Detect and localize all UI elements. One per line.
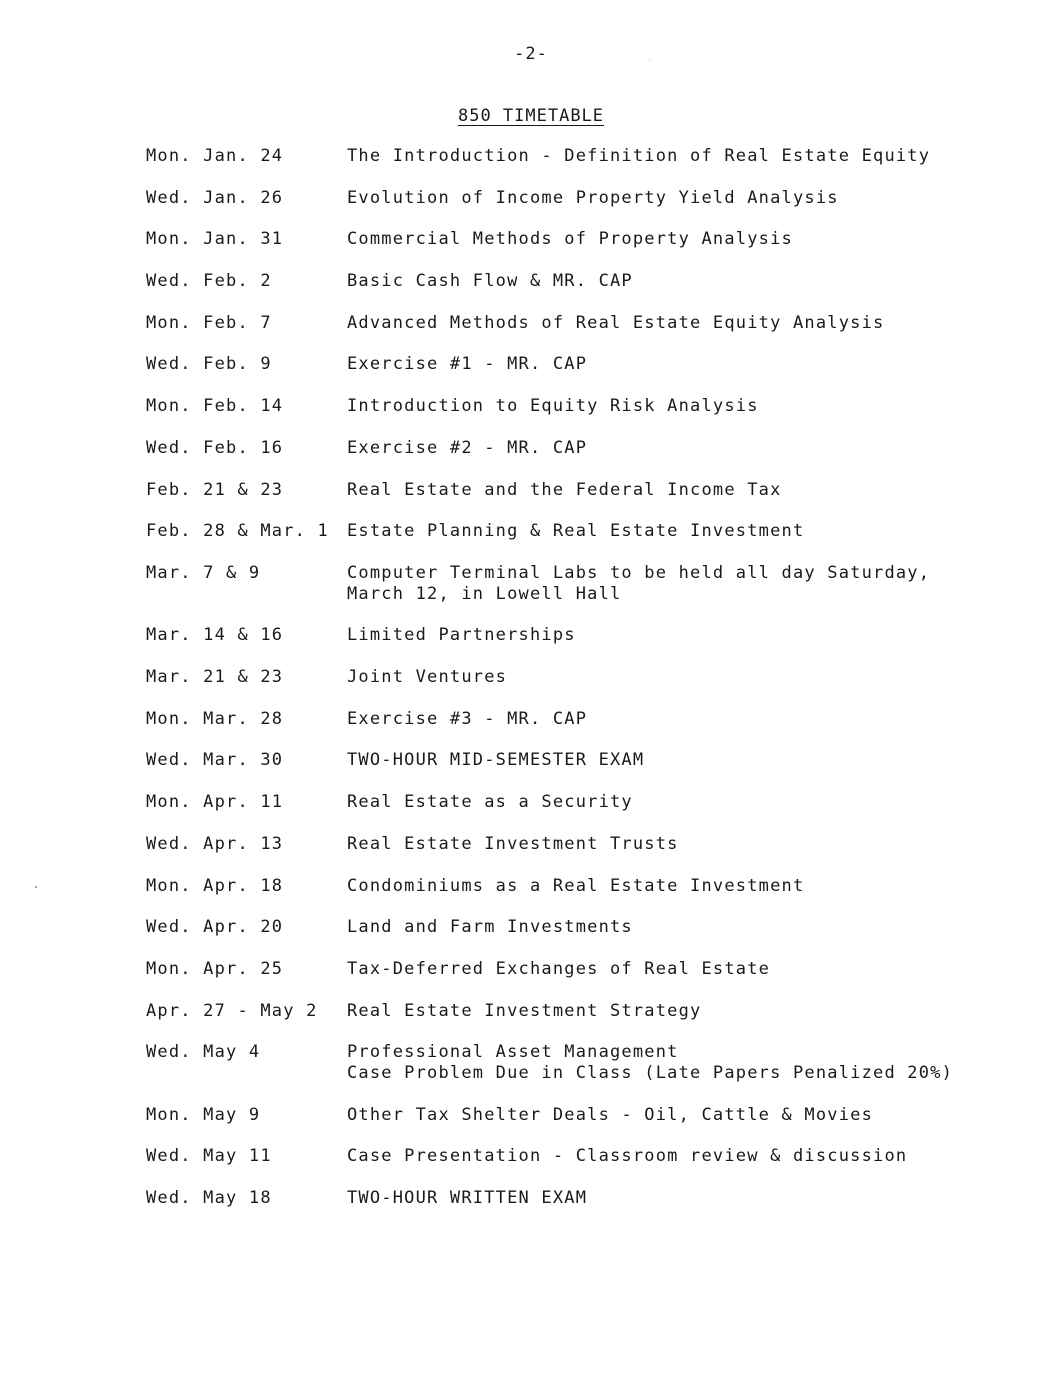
session-date: Wed. Feb. 2 [146,271,272,292]
session-date: Mon. Jan. 31 [146,229,284,250]
session-topic-line: Real Estate Investment Strategy [347,1000,702,1021]
timetable-row [0,271,1062,313]
session-topic [347,146,1047,167]
session-topic-line: Case Problem Due in Class (Late Papers Penalized 20%) [347,1063,954,1084]
session-topic-line: Estate Planning & Real Estate Investment [347,521,805,542]
session-topic-line: Introduction to Equity Risk Analysis [347,396,759,417]
timetable [0,146,1062,1230]
session-topic [347,271,1047,292]
timetable-row [0,480,1062,522]
session-topic [347,1042,1047,1084]
session-date: Feb. 21 & 23 [146,479,284,500]
session-date: Mon. Feb. 7 [146,312,272,333]
timetable-row [0,917,1062,959]
session-date: Mon. Apr. 18 [146,875,284,896]
session-date: Mar. 14 & 16 [146,625,284,646]
session-topic [347,750,1047,771]
timetable-row [0,1042,1062,1105]
session-date: Wed. Feb. 16 [146,437,284,458]
timetable-row [0,1001,1062,1043]
session-topic [347,229,1047,250]
session-date: Mar. 7 & 9 [146,562,261,583]
session-date: Wed. Jan. 26 [146,187,284,208]
scan-speck [35,886,37,888]
session-topic [347,1188,1047,1209]
timetable-row [0,438,1062,480]
session-topic-line: March 12, in Lowell Hall [347,583,622,604]
session-date: Feb. 28 & Mar. 1 [146,521,329,542]
timetable-row [0,521,1062,563]
session-topic-line: Real Estate Investment Trusts [347,833,679,854]
session-date: Mon. Jan. 24 [146,146,284,166]
session-date: Wed. May 18 [146,1188,272,1209]
timetable-row [0,563,1062,626]
session-topic-line: Limited Partnerships [347,625,576,646]
session-topic [347,480,1047,501]
page-title [0,106,1062,126]
session-date: Wed. Feb. 9 [146,354,272,375]
session-topic [347,396,1047,417]
session-date: Wed. Mar. 30 [146,750,284,771]
timetable-row [0,834,1062,876]
session-date: Mon. Apr. 25 [146,958,284,979]
session-topic-line: Land and Farm Investments [347,917,633,938]
timetable-row [0,396,1062,438]
session-topic [347,1146,1047,1167]
timetable-row [0,188,1062,230]
session-topic [347,521,1047,542]
timetable-row [0,625,1062,667]
session-date: Wed. Apr. 13 [146,833,284,854]
session-topic-line: Basic Cash Flow & MR. CAP [347,271,633,292]
timetable-row [0,354,1062,396]
session-topic-line: TWO-HOUR WRITTEN EXAM [347,1188,588,1209]
timetable-row [0,313,1062,355]
session-topic-line: Exercise #1 - MR. CAP [347,354,588,375]
session-topic-line: Real Estate as a Security [347,792,633,813]
session-date: Mon. Apr. 11 [146,792,284,813]
timetable-row [0,876,1062,918]
session-topic-line: Joint Ventures [347,667,508,688]
page-title-text: 850 TIMETABLE [457,106,605,126]
session-topic-line: Condominiums as a Real Estate Investment [347,875,805,896]
session-date: Mon. Mar. 28 [146,708,284,729]
timetable-row [0,667,1062,709]
session-topic-line: Advanced Methods of Real Estate Equity Analysis [347,312,885,333]
session-topic [347,563,1047,605]
session-date: Apr. 27 - May 2 [146,1000,318,1021]
session-date: Mon. Feb. 14 [146,396,284,417]
session-topic [347,876,1047,897]
session-topic [347,917,1047,938]
session-topic-line: Exercise #2 - MR. CAP [347,437,588,458]
timetable-row [0,146,1062,188]
timetable-row [0,229,1062,271]
session-date: Wed. Apr. 20 [146,917,284,938]
session-topic [347,959,1047,980]
timetable-row [0,750,1062,792]
timetable-row [0,1188,1062,1230]
scan-speck [649,60,650,61]
session-topic [347,667,1047,688]
session-topic [347,354,1047,375]
session-topic-line: Commercial Methods of Property Analysis [347,229,793,250]
session-topic-line: Other Tax Shelter Deals - Oil, Cattle & Movies [347,1104,874,1125]
session-date: Mar. 21 & 23 [146,667,284,688]
session-topic [347,438,1047,459]
page-number: -2- [514,44,548,64]
session-topic [347,313,1047,334]
session-topic-line: Real Estate and the Federal Income Tax [347,479,782,500]
timetable-row [0,792,1062,834]
session-topic-line: TWO-HOUR MID-SEMESTER EXAM [347,750,645,771]
timetable-row [0,959,1062,1001]
timetable-row [0,1146,1062,1188]
session-topic [347,625,1047,646]
session-topic-line: Tax-Deferred Exchanges of Real Estate [347,958,771,979]
session-date: Mon. May 9 [146,1104,261,1125]
session-topic-line: The Introduction - Definition of Real Estate Equity [347,146,931,166]
session-topic [347,188,1047,209]
session-topic [347,709,1047,730]
timetable-row [0,709,1062,751]
session-date: Wed. May 4 [146,1042,261,1063]
session-topic-line: Evolution of Income Property Yield Analysis [347,187,839,208]
session-topic [347,1105,1047,1126]
session-topic-line: Exercise #3 - MR. CAP [347,708,588,729]
session-topic-line: Computer Terminal Labs to be held all day Saturday, [347,562,931,583]
session-date: Wed. May 11 [146,1146,272,1167]
session-topic [347,1001,1047,1022]
session-topic [347,834,1047,855]
session-topic [347,792,1047,813]
timetable-row [0,1105,1062,1147]
session-topic-line: Professional Asset Management [347,1042,679,1063]
session-topic-line: Case Presentation - Classroom review & discussion [347,1146,908,1167]
